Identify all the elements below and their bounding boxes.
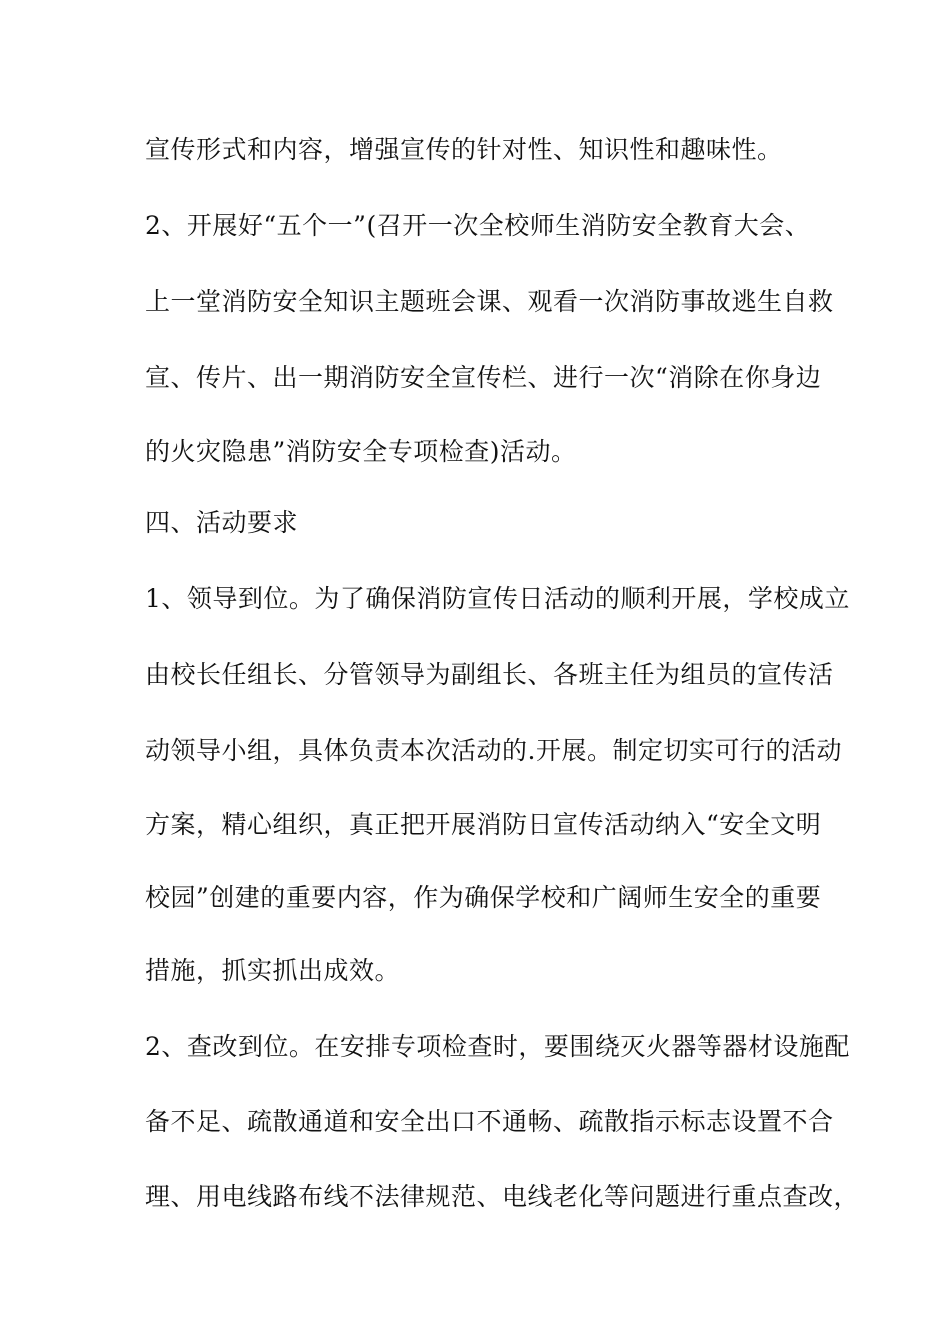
text-line: 宣、传片、出一期消防安全宣传栏、进行一次“消除在你身边 [145,363,822,392]
section-heading: 四、活动要求 [145,508,299,537]
text-line: 方案，精心组织，真正把开展消防日宣传活动纳入“安全文明 [145,810,822,839]
text-line: 措施，抓实抓出成效。 [145,956,401,985]
text-line: 2、开展好“五个一”(召开一次全校师生消防安全教育大会、 [145,211,811,240]
text-line: 理、用电线路布线不法律规范、电线老化等问题进行重点查改， [145,1182,860,1211]
text-line: 的火灾隐患”消防安全专项检查)活动。 [145,437,577,466]
text-line: 上一堂消防安全知识主题班会课、观看一次消防事故逃生自救 [145,287,834,316]
text-line: 校园”创建的重要内容，作为确保学校和广阔师生安全的重要 [145,883,822,912]
text-line: 宣传形式和内容，增强宣传的针对性、知识性和趣味性。 [145,135,783,164]
text-line: 备不足、疏散通道和安全出口不通畅、疏散指示标志设置不合 [145,1107,834,1136]
text-line: 动领导小组，具体负责本次活动的.开展。制定切实可行的活动 [145,736,842,765]
text-line: 1、领导到位。为了确保消防宣传日活动的顺利开展，学校成立 [145,584,850,613]
text-line: 2、查改到位。在安排专项检查时，要围绕灭火器等器材设施配 [145,1032,850,1061]
text-line: 由校长任组长、分管领导为副组长、各班主任为组员的宣传活 [145,660,834,689]
